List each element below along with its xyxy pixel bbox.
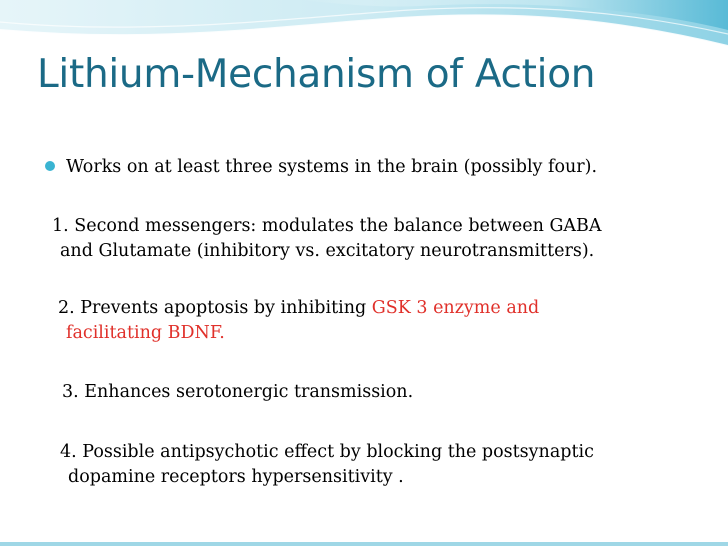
item2-highlight-1: GSK 3 enzyme and — [371, 298, 540, 318]
item2-line2 — [58, 321, 225, 346]
item2-text: 2. Prevents apoptosis by inhibiting — [58, 298, 372, 318]
list-item-2 — [58, 296, 668, 346]
bullet-text: Works on at least three systems in the brain (possibly four). — [66, 157, 598, 177]
item4-line2: dopamine receptors hypersensitivity . — [68, 467, 404, 487]
item4-line1: 4. Possible antipsychotic effect by blocking the postsynaptic — [60, 442, 594, 462]
list-item-3 — [62, 380, 672, 405]
item2-highlight-2: facilitating BDNF. — [66, 323, 225, 343]
list-item-4 — [60, 440, 670, 490]
list-item-1 — [52, 214, 662, 264]
slide-title: Lithium-Mechanism of Action — [37, 52, 596, 97]
item3-text: 3. Enhances serotonergic transmission. — [62, 382, 414, 402]
item2-line1 — [58, 296, 668, 321]
footer-divider — [0, 542, 728, 546]
item1-line1: 1. Second messengers: modulates the balance between GABA — [52, 216, 602, 236]
bullet-item — [45, 155, 655, 180]
item1-line2: and Glutamate (inhibitory vs. excitatory neurotransmitters). — [60, 241, 595, 261]
bullet-dot-icon — [45, 161, 55, 171]
